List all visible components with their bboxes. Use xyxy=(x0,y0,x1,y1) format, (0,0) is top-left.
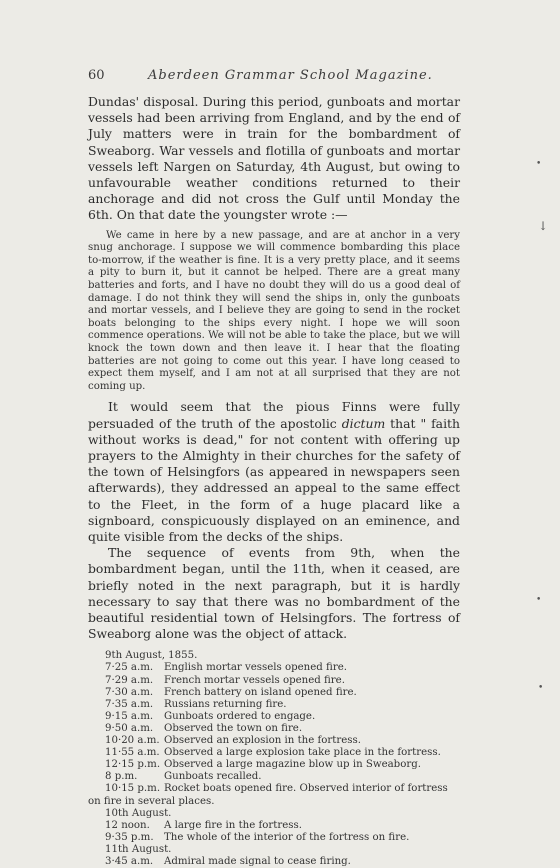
log-entry xyxy=(88,856,460,868)
log-entry xyxy=(88,747,460,759)
log-time: 9·35 p.m. xyxy=(105,831,154,843)
log-date: 11th August. xyxy=(105,843,172,855)
log-time: 3·45 a.m. xyxy=(105,855,154,867)
log-entries-day2 xyxy=(88,820,460,844)
paragraph-1: Dundas' disposal. During this period, gunboats and mortar vessels had been arriving from England, and by the end of July matters were in train for the bombardment of Sweaborg. War vessels and flotilla of gunboats and mortar vessels left Nargen on Saturday, 4th August, but owing to unfavourable weather conditions returned to their anchorage and did not cross the Gulf until Monday the 6th. On that date the youngster wrote :— xyxy=(88,94,460,223)
paragraph-2-part-b: that " faith without works is dead," for not content with offering up prayers to the Almighty in their churches for the safety of the town of Helsingfors (as appeared in newspapers seen afterwards), they addressed an appeal to the same effect to the Fleet, in the form of a huge placard like a signboard, conspicuously displayed on an eminence, and quite visible from the decks of the ships. xyxy=(88,415,460,544)
log-entry xyxy=(88,820,460,832)
log-time: 9·15 a.m. xyxy=(105,710,154,722)
log-event: French battery on island opened fire. xyxy=(164,686,357,698)
page-number: 60 xyxy=(88,68,105,83)
log-time: 10·15 p.m. xyxy=(105,783,161,795)
log-entry xyxy=(88,783,460,795)
log-event: The whole of the interior of the fortress on fire. xyxy=(164,831,410,843)
log-event: Observed an explosion in the fortress. xyxy=(164,735,361,747)
log-event: Rocket boats opened fire. Observed interior of fortress xyxy=(164,783,448,795)
log-event: Observed a large magazine blow up in Sweaborg. xyxy=(164,759,421,771)
log-date: 10th August. xyxy=(105,807,172,819)
log-entry xyxy=(88,711,460,723)
running-title: Aberdeen Grammar School Magazine. xyxy=(148,68,433,83)
log-event: Russians returning fire. xyxy=(164,698,287,710)
page-body xyxy=(88,94,460,868)
log-time: 10·20 a.m. xyxy=(105,735,160,747)
log-entry xyxy=(88,832,460,844)
log-entry-continuation: on fire in several places. xyxy=(88,795,215,807)
paragraph-2-part-a: It would seem that the pious Finns were fully persuaded of the truth of the apostolic xyxy=(88,399,460,431)
log-entries-day3 xyxy=(88,856,460,868)
log-time: 8 p.m. xyxy=(105,771,138,783)
log-time: 7·35 a.m. xyxy=(105,698,154,710)
log-entry xyxy=(88,662,460,674)
log-entries-day1 xyxy=(88,662,460,783)
log-event: Observed a large explosion take place in the fortress. xyxy=(164,747,441,759)
log-entry xyxy=(88,771,460,783)
log-entry xyxy=(88,723,460,735)
log-event: Gunboats recalled. xyxy=(164,771,262,783)
dictum-word: dictum xyxy=(341,415,386,431)
margin-speck: • xyxy=(536,159,542,169)
log-event: Observed the town on fire. xyxy=(164,722,303,734)
log-entry xyxy=(88,699,460,711)
letter-quote: We came in here by a new passage, and are at anchor in a very snug anchorage. I suppose we will commence bombarding this place to-morrow, if the weather is fine. It is a very pretty place, and it seems a pity to burn it, but it cannot be helped. There are a great many batteries and forts, and I have no doubt they will do us a good deal of damage. I do not think they will send the ships in, only the gunboats and mortar vessels, and I believe they are going to send in the rocket boats belonging to the ships every night. I hope we will soon commence operations. We will not be able to take the place, but we will knock the town down and then leave it. I hear that the floating batteries are not going to come out this year. I have long ceased to expect them myself, and I am not at all surprised that they are not coming up. xyxy=(88,229,460,392)
log-event: English mortar vessels opened fire. xyxy=(164,662,347,674)
log-time: 7·25 a.m. xyxy=(105,662,154,674)
paragraph-2 xyxy=(88,399,460,545)
log-entry xyxy=(88,687,460,699)
margin-speck: • xyxy=(536,595,542,605)
log-entry xyxy=(88,759,460,771)
log-entry xyxy=(88,675,460,687)
paragraph-3: The sequence of events from 9th, when the bombardment began, until the 11th, when it ceased, are briefly noted in the next paragraph, but it is hardly necessary to say that there was no bombardment of the beautiful residential town of Helsingfors. The fortress of Sweaborg alone was the object of attack. xyxy=(88,545,460,642)
log-time: 7·29 a.m. xyxy=(105,674,154,686)
log-time: 7·30 a.m. xyxy=(105,686,154,698)
log-time: 11·55 a.m. xyxy=(105,747,160,759)
log-time: 12 noon. xyxy=(105,819,150,831)
margin-speck: • xyxy=(538,683,544,693)
log-event: Admiral made signal to cease firing. xyxy=(164,855,351,867)
margin-mark-arrow: ↓ xyxy=(538,219,549,233)
log-event: A large fire in the fortress. xyxy=(164,819,302,831)
log-event: Gunboats ordered to engage. xyxy=(164,710,316,722)
bombardment-log xyxy=(88,650,460,868)
log-date: 9th August, 1855. xyxy=(105,650,198,662)
log-entry xyxy=(88,735,460,747)
log-time: 9·50 a.m. xyxy=(105,722,154,734)
log-time: 12·15 p.m. xyxy=(105,759,161,771)
log-event: French mortar vessels opened fire. xyxy=(164,674,345,686)
